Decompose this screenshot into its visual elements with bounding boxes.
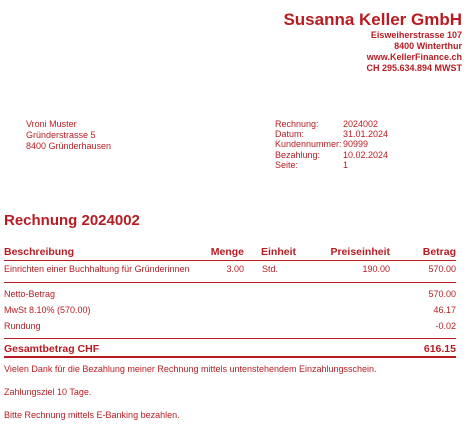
meta-row-customer-number xyxy=(275,139,388,149)
meta-label: Rechnung: xyxy=(275,119,319,129)
meta-row-date xyxy=(275,129,388,139)
line-items-table xyxy=(4,243,456,358)
header-unit xyxy=(244,246,296,258)
note-thanks: Vielen Dank für die Bezahlung meiner Rechnung mittels untenstehendem Einzahlungsschein. xyxy=(4,364,377,374)
header-unit-price: Preiseinheit xyxy=(330,246,390,258)
company-website: www.KellerFinance.ch xyxy=(366,52,462,62)
note-ebanking: Bitte Rechnung mittels E-Banking bezahlen. xyxy=(4,410,180,420)
meta-value: 90999 xyxy=(343,139,369,150)
meta-value: 1 xyxy=(343,159,349,170)
invoice-meta xyxy=(275,119,388,170)
summary-label: MwSt 8.10% (570.00) xyxy=(4,305,91,315)
note-payment-terms: Zahlungsziel 10 Tage. xyxy=(4,387,92,397)
recipient-street: Gründerstrasse 5 xyxy=(26,130,96,140)
meta-label: Kundennummer: xyxy=(275,139,342,150)
meta-value: 31.01.2024 xyxy=(343,129,389,140)
invoice-notes xyxy=(4,364,377,433)
summary-label: Netto-Betrag xyxy=(4,289,56,299)
header-quantity: Menge xyxy=(210,246,244,258)
total-row xyxy=(4,341,456,356)
total-label: Gesamtbetrag CHF xyxy=(4,342,100,355)
total-underline xyxy=(4,356,456,358)
meta-label: Bezahlung: xyxy=(275,149,321,160)
company-header xyxy=(283,10,462,74)
company-street: Eisweiherstrasse 107 xyxy=(370,30,462,40)
company-name: Susanna Keller GmbH xyxy=(283,10,462,29)
items-divider xyxy=(4,282,456,283)
meta-value: 10.02.2024 xyxy=(343,149,389,160)
total-value: 616.15 xyxy=(423,342,456,355)
meta-row-page xyxy=(275,160,388,170)
row-unit-label: Std. xyxy=(262,263,279,274)
summary-value: 46.17 xyxy=(433,305,456,315)
meta-label: Datum: xyxy=(275,129,305,140)
summary-value: -0.02 xyxy=(435,321,456,331)
meta-label: Seite: xyxy=(275,159,299,170)
header-amount: Betrag xyxy=(422,246,456,258)
header-unit-label: Einheit xyxy=(260,246,296,258)
row-quantity: 3.00 xyxy=(226,263,244,274)
row-description: Einrichten einer Buchhaltung für Gründerinnen xyxy=(4,263,190,274)
row-unit-price: 190.00 xyxy=(362,263,390,274)
company-vat-number: CH 295.634.894 MWST xyxy=(366,63,462,73)
summary-value: 570.00 xyxy=(428,289,456,299)
header-description: Beschreibung xyxy=(4,246,75,258)
company-city: 8400 Winterthur xyxy=(394,41,462,51)
recipient-city: 8400 Gründerhausen xyxy=(26,141,112,151)
row-amount: 570.00 xyxy=(428,263,456,274)
recipient-address xyxy=(26,119,111,152)
table-header xyxy=(4,243,456,258)
summary-vat xyxy=(4,302,456,318)
summary-rounding xyxy=(4,318,456,334)
meta-row-invoice-number xyxy=(275,119,388,129)
recipient-name: Vroni Muster xyxy=(26,119,77,129)
meta-value: 2024002 xyxy=(343,119,379,129)
summary-net xyxy=(4,286,456,302)
table-row xyxy=(4,261,456,276)
row-unit xyxy=(244,264,296,274)
invoice-title: Rechnung 2024002 xyxy=(4,212,140,229)
meta-row-payment-date xyxy=(275,150,388,160)
total-divider xyxy=(4,338,456,339)
summary-label: Rundung xyxy=(4,321,41,331)
